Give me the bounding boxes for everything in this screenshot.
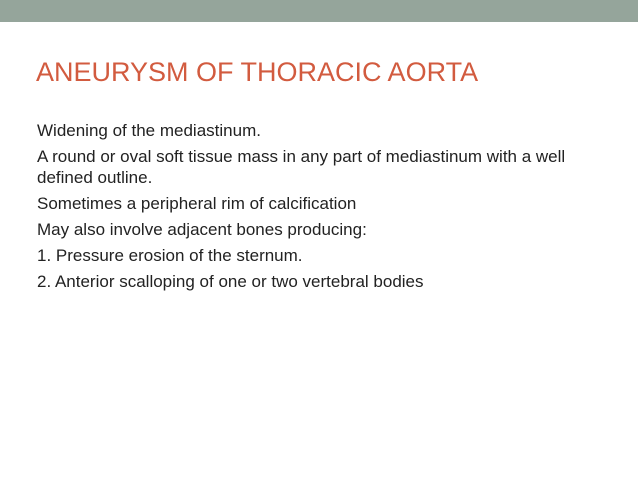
bullet-item: May also involve adjacent bones producing:	[37, 220, 367, 239]
bullet-item: 1. Pressure erosion of the sternum.	[37, 246, 303, 265]
bullet-item: 2. Anterior scalloping of one or two vertebral bodies	[37, 272, 424, 291]
bullet-item: Sometimes a peripheral rim of calcification	[37, 194, 357, 213]
bullet-item: Widening of the mediastinum.	[37, 121, 261, 140]
top-accent-bar	[0, 0, 638, 22]
bullet-item: A round or oval soft tissue mass in any part of mediastinum with a well defined outline.	[37, 147, 566, 187]
slide-title: ANEURYSM OF THORACIC AORTA	[36, 57, 479, 87]
bullet-list	[37, 120, 617, 297]
